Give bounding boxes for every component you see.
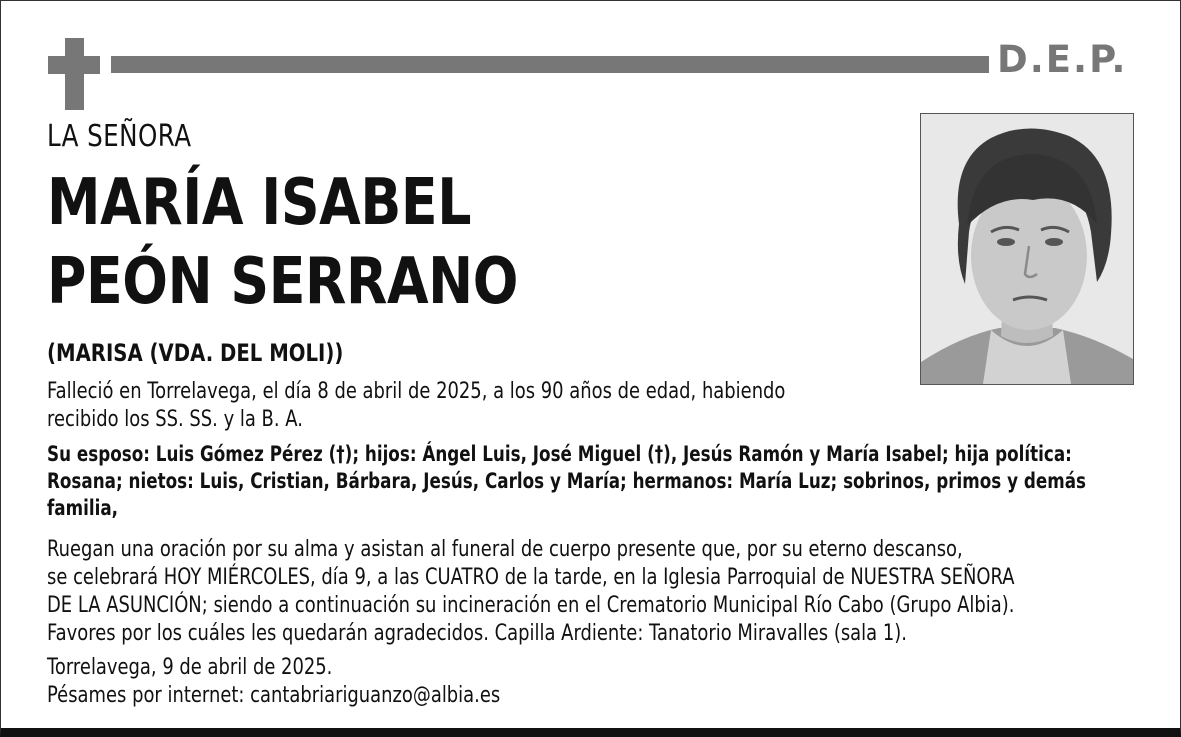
family-line: familia,	[47, 496, 119, 521]
funeral-line: se celebrará HOY MIÉRCOLES, día 9, a las CUATRO de la tarde, en la Iglesia Parroquial de NUESTRA SEÑORA	[47, 565, 1015, 590]
condolences-email: Pésames por internet: cantabriariguanzo@albia.es	[47, 683, 501, 708]
funeral-line: DE LA ASUNCIÓN; siendo a continuación su incineración en el Crematorio Municipal Río Cabo (Grupo Albia).	[47, 593, 1015, 618]
death-notice-line: Falleció en Torrelavega, el día 8 de abril de 2025, a los 90 años de edad, habiendo	[47, 379, 786, 404]
cross-icon	[65, 38, 84, 110]
cross-icon-bar	[48, 56, 100, 74]
family-line: Rosana; nietos: Luis, Cristian, Bárbara, Jesús, Carlos y María; hermanos: María Luz; sobrinos, primos y demás	[47, 469, 1087, 494]
portrait-photo	[920, 113, 1134, 385]
funeral-details	[47, 536, 1014, 648]
place-date: Torrelavega, 9 de abril de 2025.	[47, 655, 333, 680]
dep-label: D.E.P.	[997, 38, 1128, 81]
family-list	[47, 441, 1086, 522]
funeral-line: Ruegan una oración por su alma y asistan al funeral de cuerpo presente que, por su eterno descanso,	[47, 537, 963, 562]
family-line: Su esposo: Luis Gómez Pérez (†); hijos: Ángel Luis, José Miguel (†), Jesús Ramón y María Isabel; hija política:	[47, 442, 1072, 467]
portrait-illustration	[921, 114, 1133, 384]
funeral-line: Favores por los cuáles les quedarán agradecidos. Capilla Ardiente: Tanatorio Miravalles (sala 1).	[47, 621, 907, 646]
deceased-name-line1: MARÍA ISABEL	[47, 166, 472, 240]
death-notice-line: recibido los SS. SS. y la B. A.	[47, 407, 303, 432]
title-prefix: LA SEÑORA	[47, 119, 192, 154]
death-notice	[47, 378, 785, 434]
closing	[47, 654, 500, 710]
deceased-alias: (MARISA (VDA. DEL MOLI))	[47, 339, 344, 367]
header-rule	[111, 56, 989, 73]
deceased-name-line2: PEÓN SERRANO	[47, 245, 519, 319]
